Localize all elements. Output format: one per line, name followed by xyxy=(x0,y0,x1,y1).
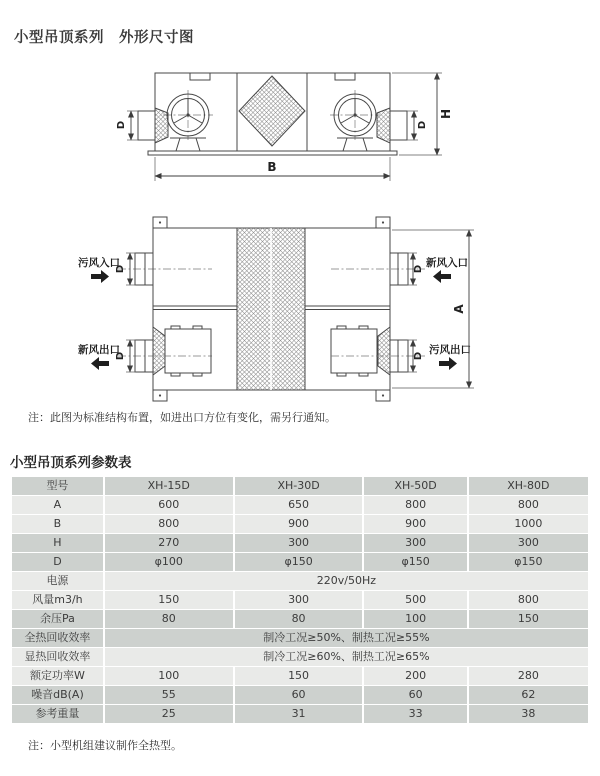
dim-h xyxy=(392,73,453,155)
dim-label-b: B xyxy=(267,160,277,174)
airflow-arrow-left-icon xyxy=(91,357,109,370)
merged-value-cell: 220v/50Hz xyxy=(105,572,588,590)
value-cell: 100 xyxy=(364,610,466,628)
row-label: 余压Pa xyxy=(12,610,103,628)
fan-left xyxy=(163,73,213,151)
dim-b xyxy=(155,157,390,181)
value-cell: 60 xyxy=(235,686,363,704)
value-cell: 31 xyxy=(235,705,363,723)
row-label: H xyxy=(12,534,103,552)
label-dirty-air-inlet: 污风入口 xyxy=(78,257,120,269)
column-header: XH-80D xyxy=(469,477,588,495)
dim-label-d: D xyxy=(413,351,424,361)
airflow-arrow-right-icon xyxy=(439,357,457,370)
value-cell: 150 xyxy=(105,591,233,609)
value-cell: 270 xyxy=(105,534,233,552)
value-cell: 80 xyxy=(105,610,233,628)
value-cell: 200 xyxy=(364,667,466,685)
value-cell: 300 xyxy=(469,534,588,552)
value-cell: 500 xyxy=(364,591,466,609)
table-title: 小型吊顶系列参数表 xyxy=(10,455,132,471)
label-dirty-air-outlet: 污风出口 xyxy=(429,344,471,356)
label-fresh-air-outlet: 新风出口 xyxy=(78,344,120,356)
value-cell: 100 xyxy=(105,667,233,685)
table-row xyxy=(12,553,588,571)
table-row xyxy=(12,534,588,552)
row-label: 电源 xyxy=(12,572,103,590)
value-cell: 38 xyxy=(469,705,588,723)
value-cell: 60 xyxy=(364,686,466,704)
row-label: 风量m3/h xyxy=(12,591,103,609)
row-label: 参考重量 xyxy=(12,705,103,723)
row-label: 额定功率W xyxy=(12,667,103,685)
merged-value-cell: 制冷工况≥50%、制热工况≥55% xyxy=(105,629,588,647)
column-header: XH-15D xyxy=(105,477,233,495)
value-cell: φ150 xyxy=(235,553,363,571)
column-header: XH-30D xyxy=(235,477,363,495)
diagram-note: 注：此图为标准结构布置，如进出口方位有变化，需另行通知。 xyxy=(28,411,336,424)
page-title: 小型吊顶系列 外形尺寸图 xyxy=(14,30,194,46)
parameters-table xyxy=(10,476,590,724)
row-label: 显热回收效率 xyxy=(12,648,103,666)
value-cell: 80 xyxy=(235,610,363,628)
value-cell: 150 xyxy=(469,610,588,628)
table-row xyxy=(12,667,588,685)
airflow-arrow-left-icon xyxy=(433,270,451,283)
row-label: A xyxy=(12,496,103,514)
value-cell: φ150 xyxy=(364,553,466,571)
value-cell: 900 xyxy=(364,515,466,533)
dim-label-d: D xyxy=(115,351,126,361)
column-header: XH-50D xyxy=(364,477,466,495)
value-cell: 55 xyxy=(105,686,233,704)
value-cell: 25 xyxy=(105,705,233,723)
side-view-diagram xyxy=(100,63,460,198)
table-row xyxy=(12,686,588,704)
dim-a xyxy=(392,230,474,388)
dim-label-d: D xyxy=(413,264,424,274)
dim-label-d: D xyxy=(115,264,126,274)
table-row xyxy=(12,496,588,514)
table-row xyxy=(12,705,588,723)
value-cell: 800 xyxy=(105,515,233,533)
row-label: B xyxy=(12,515,103,533)
plan-view-diagram xyxy=(60,210,480,405)
table-header-row xyxy=(12,477,588,495)
table-row xyxy=(12,591,588,609)
heat-exchanger-band xyxy=(237,228,305,390)
row-label: 噪音dB(A) xyxy=(12,686,103,704)
value-cell: 33 xyxy=(364,705,466,723)
value-cell: 600 xyxy=(105,496,233,514)
value-cell: 800 xyxy=(364,496,466,514)
duct-fresh-inlet xyxy=(331,253,425,285)
value-cell: 300 xyxy=(235,534,363,552)
fan-right xyxy=(330,73,380,151)
value-cell: 300 xyxy=(235,591,363,609)
dim-label-a: A xyxy=(452,304,466,314)
value-cell: 150 xyxy=(235,667,363,685)
fan-block-left xyxy=(153,326,211,376)
dim-label-h: H xyxy=(439,108,453,120)
table-row xyxy=(12,610,588,628)
value-cell: 800 xyxy=(469,591,588,609)
table-row xyxy=(12,515,588,533)
value-cell: 280 xyxy=(469,667,588,685)
value-cell: 900 xyxy=(235,515,363,533)
label-fresh-air-inlet: 新风入口 xyxy=(426,257,468,269)
dim-label-d: D xyxy=(116,120,127,130)
value-cell: 1000 xyxy=(469,515,588,533)
merged-value-cell: 制冷工况≥60%、制热工况≥65% xyxy=(105,648,588,666)
duct-left xyxy=(116,108,168,143)
duct-dirty-inlet xyxy=(115,253,212,285)
fan-block-right xyxy=(331,326,390,376)
airflow-arrow-right-icon xyxy=(91,270,109,283)
row-label: 全热回收效率 xyxy=(12,629,103,647)
table-row xyxy=(12,648,588,666)
heat-exchanger-core xyxy=(239,76,305,146)
value-cell: 800 xyxy=(469,496,588,514)
value-cell: φ150 xyxy=(469,553,588,571)
value-cell: 300 xyxy=(364,534,466,552)
table-row xyxy=(12,629,588,647)
table-row xyxy=(12,572,588,590)
row-label-header: 型号 xyxy=(12,477,103,495)
dim-label-d: D xyxy=(417,120,428,130)
value-cell: 650 xyxy=(235,496,363,514)
value-cell: φ100 xyxy=(105,553,233,571)
duct-right xyxy=(377,108,428,143)
table-note: 注：小型机组建议制作全热型。 xyxy=(28,739,182,752)
value-cell: 62 xyxy=(469,686,588,704)
row-label: D xyxy=(12,553,103,571)
